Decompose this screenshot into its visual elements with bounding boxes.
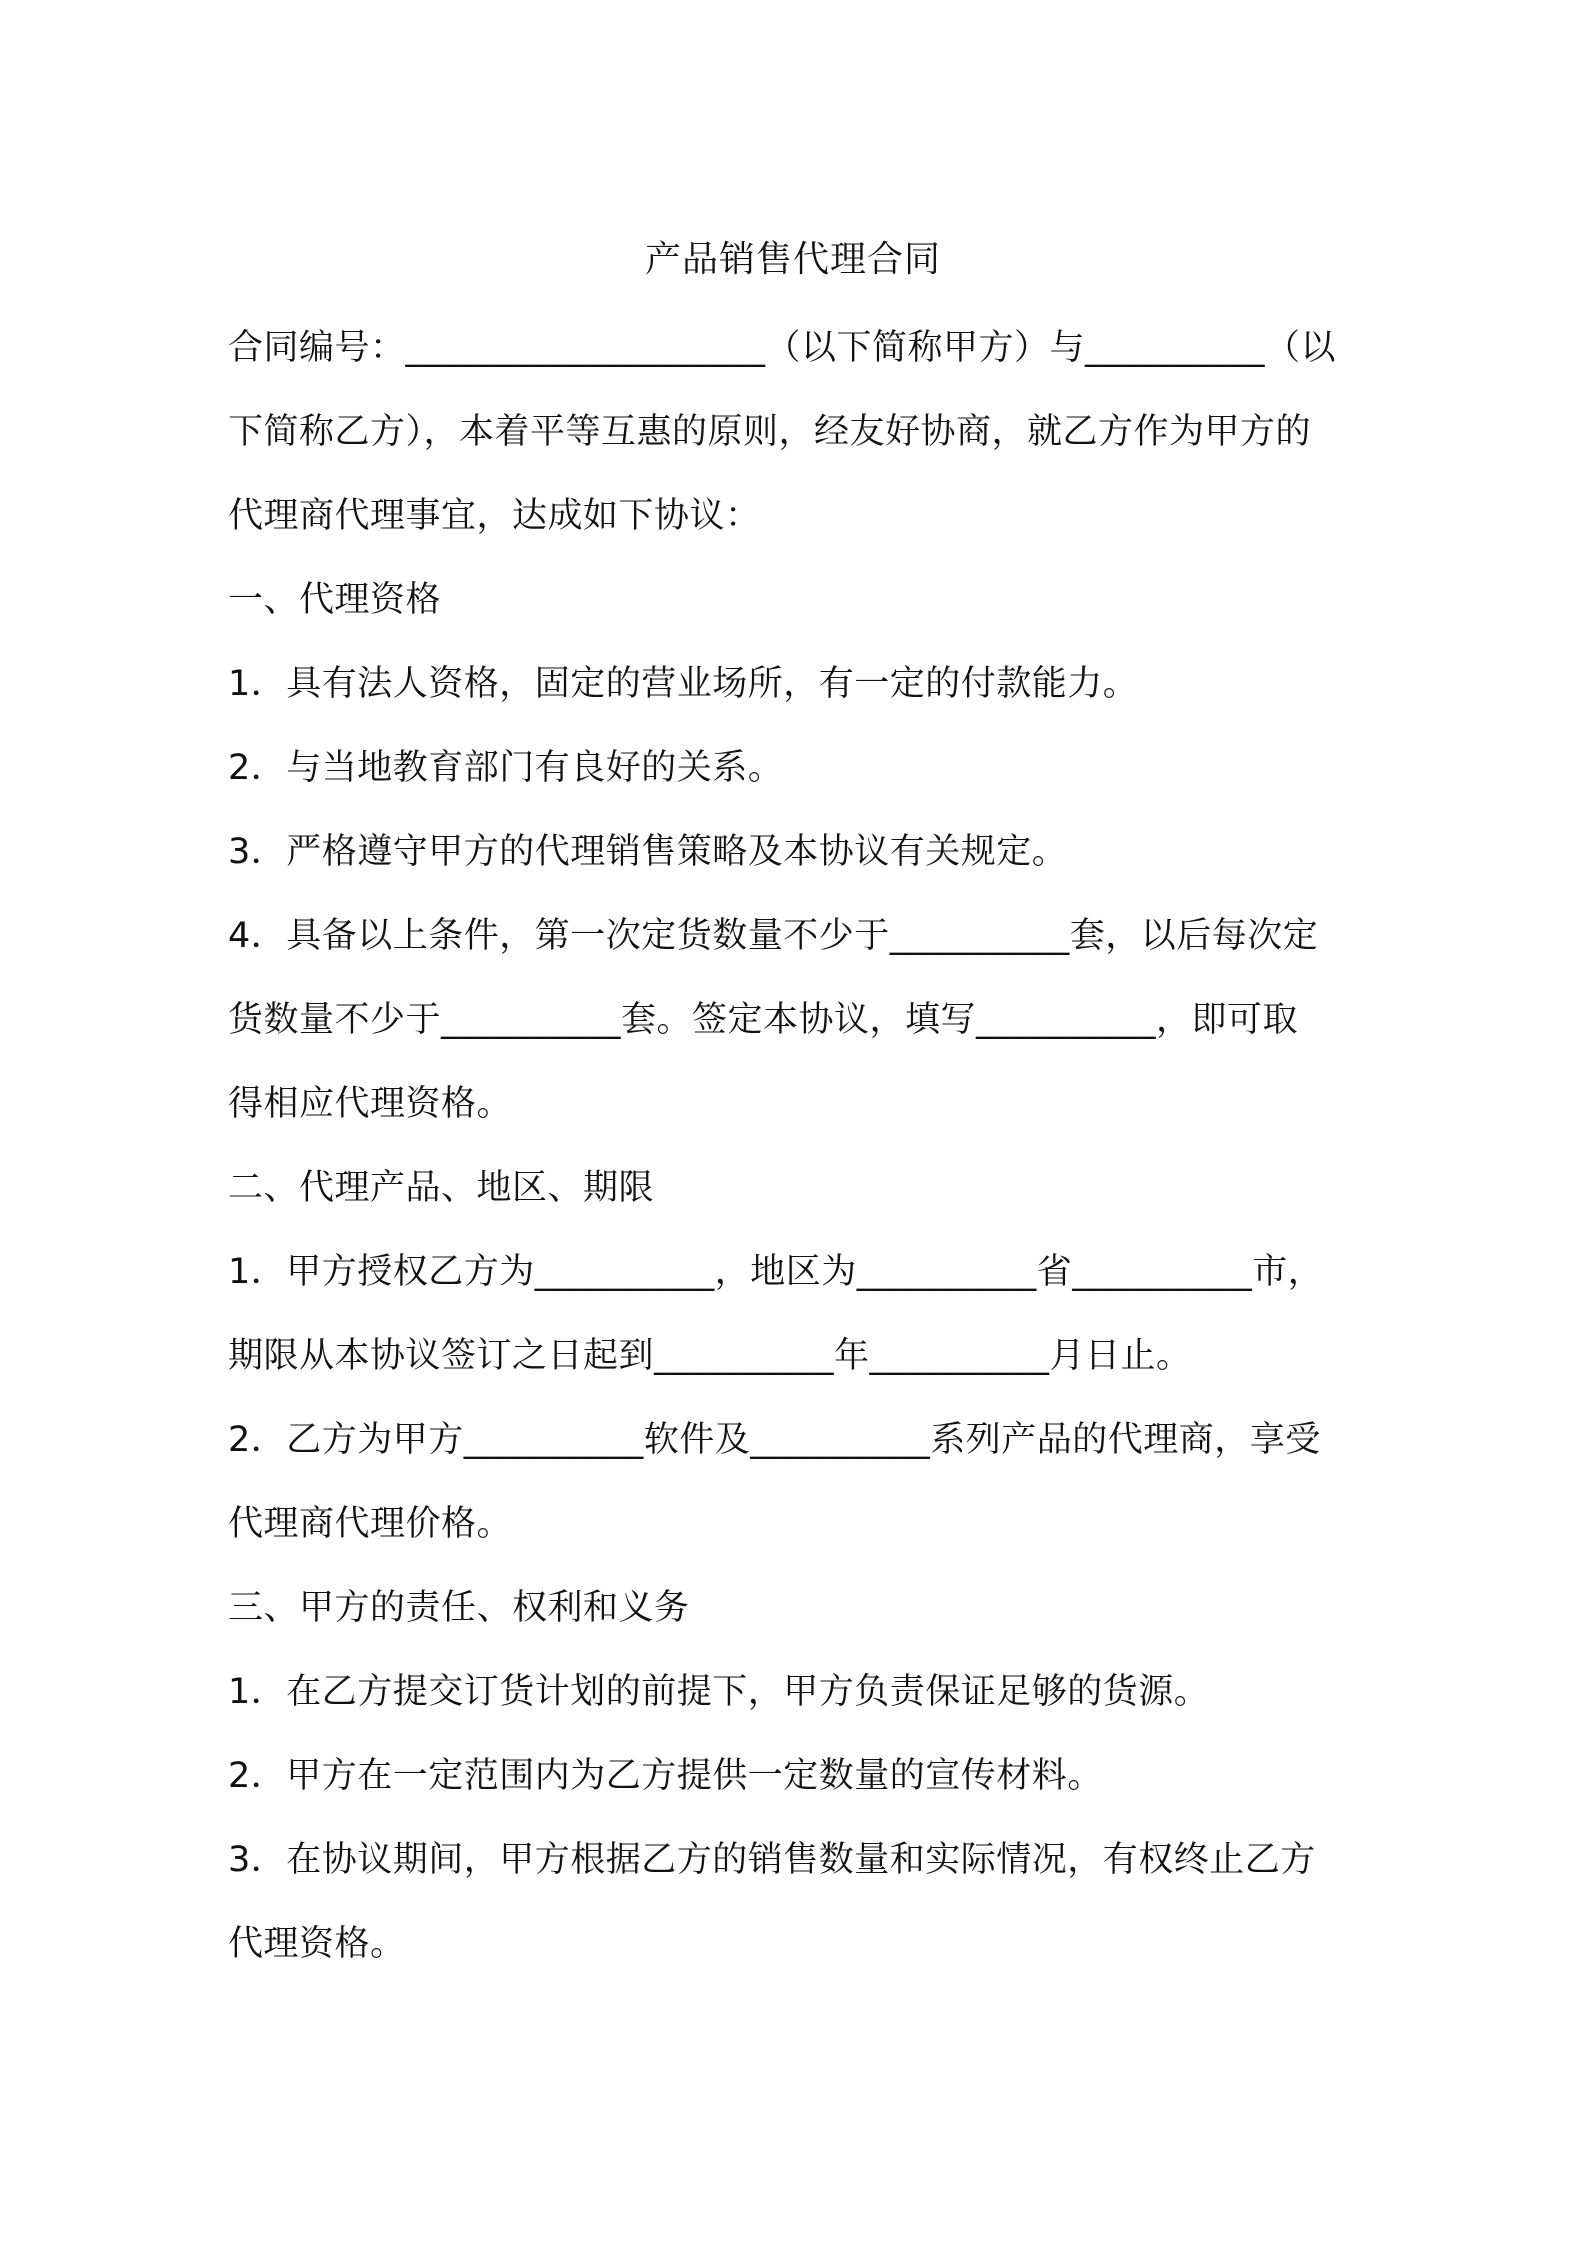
contract-intro-line-2: 下简称乙方），本着平等互惠的原则，经友好协商，就乙方作为甲方的 — [228, 412, 1312, 452]
qualification-item-3: 3．严格遵守甲方的代理销售策略及本协议有关规定。 — [228, 832, 1068, 872]
qualification-item-4-line-1: 4．具备以上条件，第一次定货数量不少于__________套，以后每次定 — [228, 916, 1319, 956]
qualification-item-2: 2．与当地教育部门有良好的关系。 — [228, 748, 784, 788]
document-body — [228, 318, 1368, 1998]
party-a-item-1: 1．在乙方提交订货计划的前提下，甲方负责保证足够的货源。 — [228, 1672, 1210, 1712]
party-a-item-3-line-1: 3．在协议期间，甲方根据乙方的销售数量和实际情况，有权终止乙方 — [228, 1840, 1316, 1880]
section-heading-party-a-duties: 三、甲方的责任、权利和义务 — [228, 1588, 690, 1628]
products-item-1-line-2: 期限从本协议签订之日起到__________年__________月日止。 — [228, 1336, 1192, 1376]
qualification-item-4-line-2: 货数量不少于__________套。签定本协议，填写__________，即可取 — [228, 1000, 1299, 1040]
qualification-item-4-line-3: 得相应代理资格。 — [228, 1084, 513, 1124]
products-item-1-line-1: 1．甲方授权乙方为__________，地区为__________省__________市， — [228, 1252, 1324, 1292]
section-heading-qualification: 一、代理资格 — [228, 580, 442, 620]
products-item-2-line-2: 代理商代理价格。 — [228, 1504, 513, 1544]
contract-intro-line-3: 代理商代理事宜，达成如下协议： — [228, 496, 761, 536]
products-item-2-line-1: 2．乙方为甲方__________软件及__________系列产品的代理商，享受 — [228, 1420, 1321, 1460]
party-a-item-3-line-2: 代理资格。 — [228, 1924, 406, 1964]
document-title: 产品销售代理合同 — [644, 239, 941, 280]
section-heading-products-region-term: 二、代理产品、地区、期限 — [228, 1168, 655, 1208]
contract-intro-line-1: 合同编号：____________________（以下简称甲方）与__________（以 — [228, 328, 1337, 368]
qualification-item-1: 1．具有法人资格，固定的营业场所，有一定的付款能力。 — [228, 664, 1139, 704]
party-a-item-2: 2．甲方在一定范围内为乙方提供一定数量的宣传材料。 — [228, 1756, 1103, 1796]
